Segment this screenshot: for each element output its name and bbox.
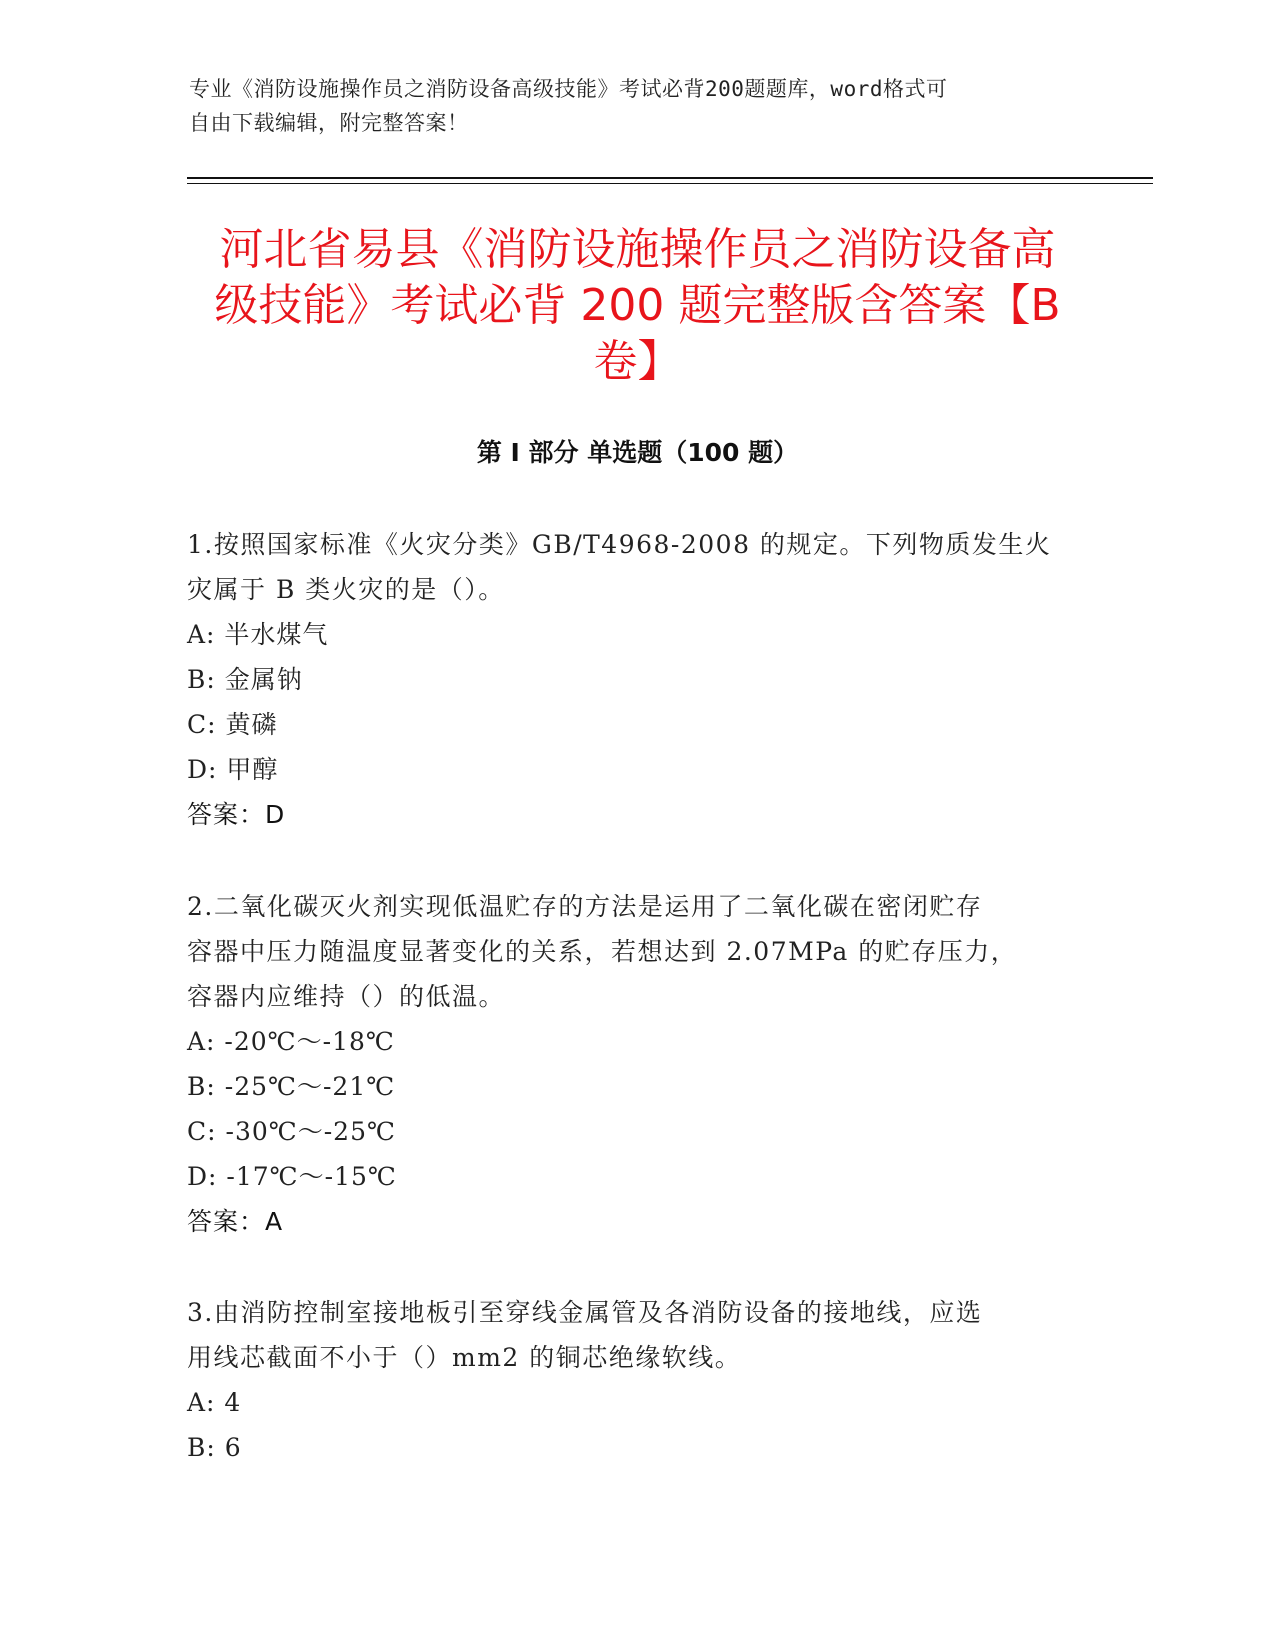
option-c: C: 黄磷: [187, 710, 278, 739]
question-stem: 容器内应维持（）的低温。: [187, 982, 506, 1011]
answer: 答案：A: [187, 1207, 284, 1236]
answer: 答案：D: [187, 800, 286, 829]
question-stem: 灾属于 B 类火灾的是（）。: [187, 575, 505, 604]
document-title-line: 级技能》考试必背 200 题完整版含答案【B: [214, 280, 1061, 331]
option-a: A: 半水煤气: [187, 620, 329, 649]
option-a: A: -20℃～-18℃: [187, 1027, 395, 1056]
header-divider-thin: [187, 183, 1153, 184]
question-stem: 容器中压力随温度显著变化的关系，若想达到 2.07MPa 的贮存压力，: [187, 937, 1018, 966]
option-c: C: -30℃～-25℃: [187, 1117, 396, 1146]
header-note-line: 专业《消防设施操作员之消防设备高级技能》考试必背200题题库，word格式可: [189, 77, 948, 101]
header-note: [189, 72, 1069, 140]
question-stem: 2.二氧化碳灭火剂实现低温贮存的方法是运用了二氧化碳在密闭贮存: [187, 892, 983, 921]
option-b: B: 金属钠: [187, 665, 303, 694]
question-3: [187, 1290, 1067, 1470]
question-stem: 1.按照国家标准《火灾分类》GB/T4968-2008 的规定。下列物质发生火: [187, 530, 1052, 559]
option-d: D: 甲醇: [187, 755, 279, 784]
header-divider: [187, 177, 1153, 179]
section-title: 第 I 部分 单选题（100 题）: [476, 438, 799, 467]
document-title-line: 卷】: [593, 336, 682, 387]
question-2: [187, 884, 1067, 1244]
question-stem: 3.由消防控制室接地板引至穿线金属管及各消防设备的接地线，应选: [187, 1298, 983, 1327]
option-a: A: 4: [187, 1388, 242, 1417]
document-title-line: 河北省易县《消防设施操作员之消防设备高: [219, 224, 1056, 275]
document-title: [190, 222, 1085, 390]
question-stem: 用线芯截面不小于（）mm2 的铜芯绝缘软线。: [187, 1343, 742, 1372]
header-note-line: 自由下载编辑，附完整答案！: [189, 111, 469, 135]
option-b: B: 6: [187, 1433, 242, 1462]
question-1: [187, 522, 1067, 837]
option-b: B: -25℃～-21℃: [187, 1072, 396, 1101]
option-d: D: -17℃～-15℃: [187, 1162, 397, 1191]
